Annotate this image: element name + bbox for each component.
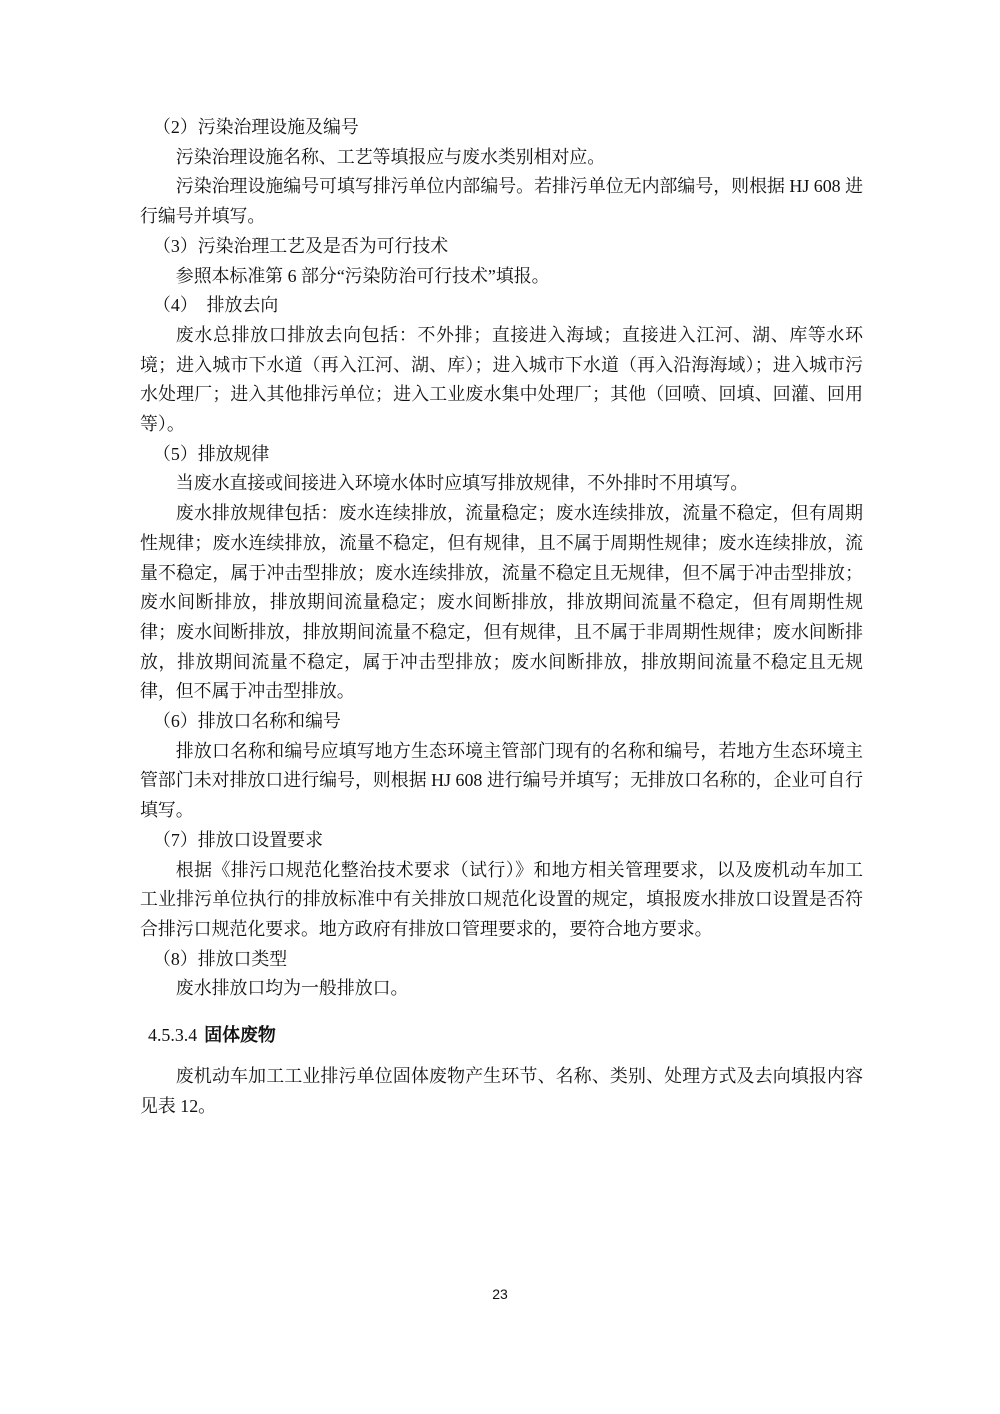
clause-item: （5）排放规律 (153, 443, 270, 464)
body-paragraph: 废水排放口均为一般排放口。 (175, 978, 409, 999)
document-body (140, 113, 863, 1121)
clause-item: （6）排放口名称和编号 (153, 711, 341, 732)
page-number: 23 (492, 1286, 508, 1302)
body-paragraph: 参照本标准第 6 部分“污染防治可行技术”填报。 (175, 265, 550, 286)
clause-item: （8）排放口类型 (153, 948, 288, 969)
body-paragraph: 污染治理设施名称、工艺等填报应与废水类别相对应。 (175, 146, 606, 167)
section-heading (140, 1021, 863, 1051)
body-paragraph: 废机动车加工工业排污单位固体废物产生环节、名称、类别、处理方式及去向填报内容见表 12。 (140, 1065, 863, 1116)
heading-title: 固体废物 (204, 1025, 276, 1046)
clause-item: （7）排放口设置要求 (153, 829, 323, 850)
clause-item: （2）污染治理设施及编号 (153, 117, 359, 137)
body-paragraph: 排放口名称和编号应填写地方生态环境主管部门现有的名称和编号，若地方生态环境主管部门未对排放口进行编号，则根据 HJ 608 进行编号并填写；无排放口名称的，企业可自行填写。 (140, 740, 863, 821)
body-paragraph: 废水总排放口排放去向包括：不外排；直接进入海域；直接进入江河、湖、库等水环境；进入城市下水道（再入江河、湖、库）；进入城市下水道（再入沿海海域）；进入城市污水处理厂；进入其他排污单位；进入工业废水集中处理厂；其他（回喷、回填、回灌、回用等）。 (140, 324, 863, 435)
body-paragraph: 当废水直接或间接进入环境水体时应填写排放规律，不外排时不用填写。 (175, 473, 749, 494)
clause-item: （4） 排放去向 (153, 295, 279, 316)
body-paragraph: 废水排放规律包括：废水连续排放，流量稳定；废水连续排放，流量不稳定，但有周期性规律；废水连续排放，流量不稳定，但有规律，且不属于周期性规律；废水连续排放，流量不稳定，属于冲击型排放；废水连续排放，流量不稳定且无规律，但不属于冲击型排放；废水间断排放，排放期间流量稳定；废水间断排放，排放期间流量不稳定，但有周期性规律；废水间断排放，排放期间流量不稳定，但有规律，且不属于非周期性规律；废水间断排放，排放期间流量不稳定，属于冲击型排放；废水间断排放，排放期间流量不稳定且无规律，但不属于冲击型排放。 (140, 503, 863, 702)
body-paragraph: 根据《排污口规范化整治技术要求（试行）》和地方相关管理要求，以及废机动车加工工业排污单位执行的排放标准中有关排放口规范化设置的规定，填报废水排放口设置是否符合排污口规范化要求。地方政府有排放口管理要求的，要符合地方要求。 (140, 859, 863, 939)
body-paragraph: 污染治理设施编号可填写排污单位内部编号。若排污单位无内部编号，则根据 HJ 608 进行编号并填写。 (140, 176, 863, 227)
clause-item: （3）污染治理工艺及是否为可行技术 (153, 235, 449, 256)
heading-number: 4.5.3.4 (148, 1025, 198, 1046)
